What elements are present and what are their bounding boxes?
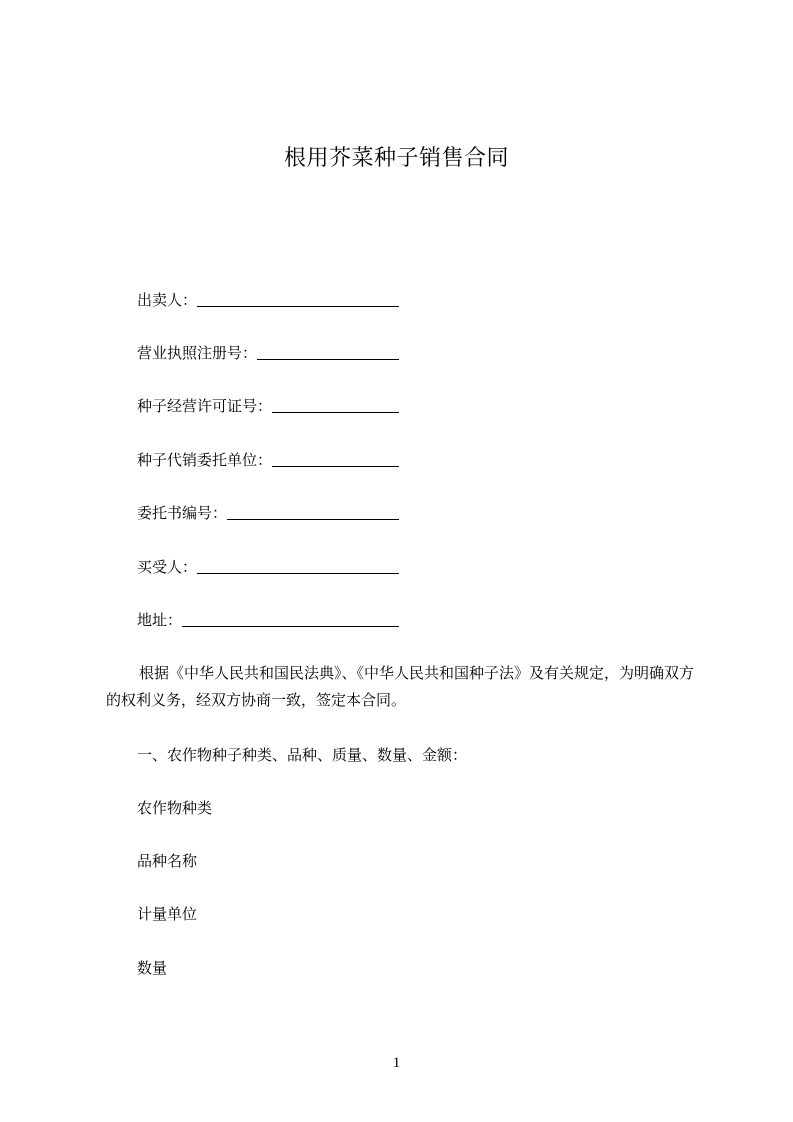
- page-number: 1: [392, 1055, 401, 1071]
- buyer-blank-line: [197, 558, 399, 574]
- business-license-blank-line: [257, 344, 399, 360]
- intro-paragraph: 根据《中华人民共和国民法典》、《中华人民共和国种子法》及有关规定，为明确双方的权利义务，经双方协商一致，签定本合同。: [106, 664, 695, 709]
- business-license-label: 营业执照注册号：: [137, 344, 258, 362]
- address-label: 地址：: [137, 611, 183, 629]
- seed-permit-label: 种子经营许可证号：: [137, 397, 273, 415]
- seller-field: [137, 290, 399, 310]
- seed-permit-field: [137, 396, 399, 416]
- buyer-field: [137, 557, 399, 577]
- consignor-label: 种子代销委托单位：: [137, 451, 273, 469]
- authorization-number-field: [137, 503, 399, 523]
- buyer-label: 买受人：: [137, 558, 198, 576]
- section-1-heading: 一、农作物种子种类、品种、质量、数量、金额：: [137, 746, 468, 764]
- item-unit: 计量单位: [137, 905, 198, 923]
- business-license-field: [137, 343, 399, 363]
- seller-blank-line: [197, 291, 399, 307]
- authorization-number-blank-line: [227, 504, 399, 520]
- consignor-field: [137, 450, 399, 470]
- authorization-number-label: 委托书编号：: [137, 504, 228, 522]
- address-field: [137, 610, 399, 630]
- seller-label: 出卖人：: [137, 291, 198, 309]
- item-crop-type: 农作物种类: [137, 799, 213, 817]
- address-blank-line: [182, 611, 399, 627]
- item-quantity: 数量: [137, 959, 168, 977]
- item-variety-name: 品种名称: [137, 852, 198, 870]
- consignor-blank-line: [272, 451, 399, 467]
- document-title: 根用芥菜种子销售合同: [283, 146, 509, 171]
- seed-permit-blank-line: [272, 397, 399, 413]
